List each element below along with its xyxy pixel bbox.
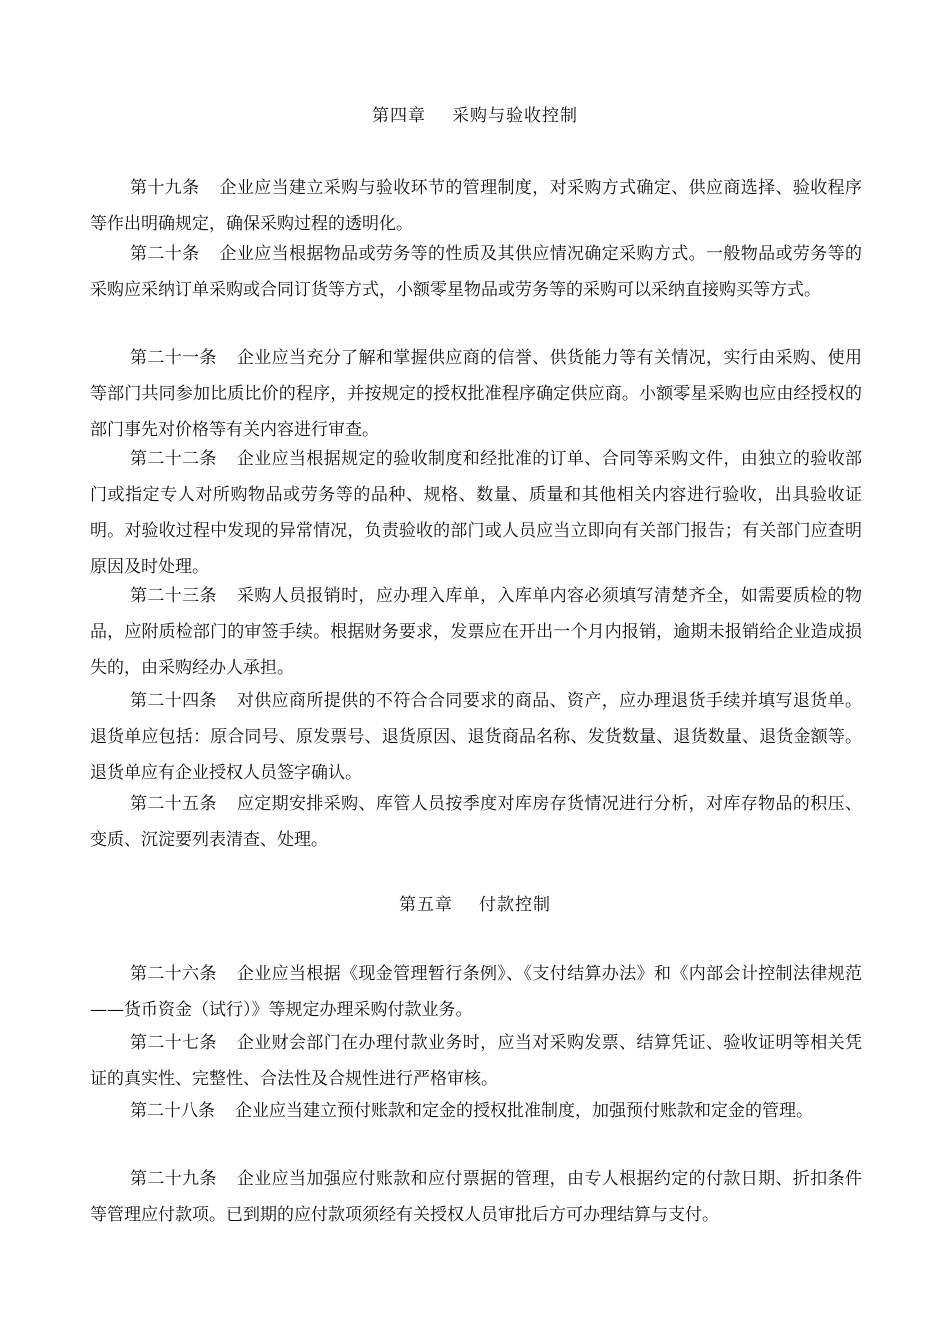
article-text: 企业应当根据规定的验收制度和经批准的订单、合同等采购文件，由独立的验收部门或指定专人对所购物品或劳务等的品种、规格、数量、质量和其他相关内容进行验收，出具验收证明。对验收过程中发现的异常情况，负责验收的部门或人员应当立即向有关部门报告；有关部门应查明原因及时处理。 xyxy=(90,449,862,577)
chapter-title: 采购与验收控制 xyxy=(452,106,578,126)
chapter-heading xyxy=(0,893,950,917)
article-paragraph xyxy=(90,1025,862,1097)
article-paragraph xyxy=(90,683,862,791)
article-text: 采购人员报销时，应办理入库单，入库单内容必须填写清楚齐全，如需要质检的物品，应附质检部门的审签手续。根据财务要求，发票应在开出一个月内报销，逾期未报销给企业造成损失的，由采购经办人承担。 xyxy=(90,586,862,678)
chapter-heading xyxy=(0,104,950,128)
article-text: 应定期安排采购、库管人员按季度对库房存货情况进行分析，对库存物品的积压、变质、沉淀要列表清查、处理。 xyxy=(90,794,862,850)
article-text: 企业财会部门在办理付款业务时，应当对采购发票、结算凭证、验收证明等相关凭证的真实性、完整性、合法性及合规性进行严格审核。 xyxy=(90,1033,862,1089)
article-text: 企业应当建立采购与验收环节的管理制度，对采购方式确定、供应商选择、验收程序等作出明确规定，确保采购过程的透明化。 xyxy=(90,178,862,234)
article-paragraph xyxy=(90,786,862,858)
article-paragraph xyxy=(90,170,862,242)
article-number: 第二十条 xyxy=(130,244,200,264)
article-text: 企业应当根据物品或劳务等的性质及其供应情况确定采购方式。一般物品或劳务等的采购应采纳订单采购或合同订货等方式，小额零星物品或劳务等的采购可以采纳直接购买等方式。 xyxy=(90,244,862,300)
article-text: 企业应当充分了解和掌握供应商的信誉、供货能力等有关情况，实行由采购、使用等部门共同参加比质比价的程序，并按规定的授权批准程序确定供应商。小额零星采购也应由经授权的部门事先对价格等有关内容进行审查。 xyxy=(90,348,862,440)
article-number: 第二十七条 xyxy=(130,1033,217,1053)
article-text: 企业应当根据《现金管理暂行条例》、《支付结算办法》和《内部会计控制法律规范——货币资金（试行）》等规定办理采购付款业务。 xyxy=(90,964,863,1020)
article-number: 第二十六条 xyxy=(130,964,217,984)
article-paragraph xyxy=(90,1161,862,1233)
chapter-number: 第四章 xyxy=(372,106,426,126)
article-number: 第二十五条 xyxy=(130,794,217,814)
article-number: 第二十九条 xyxy=(130,1169,217,1189)
article-paragraph xyxy=(90,1093,862,1129)
article-number: 第二十一条 xyxy=(130,348,217,368)
article-text: 企业应当建立预付账款和定金的授权批准制度，加强预付账款和定金的管理。 xyxy=(235,1101,813,1121)
article-number: 第十九条 xyxy=(130,178,200,198)
article-text: 对供应商所提供的不符合合同要求的商品、资产，应办理退货手续并填写退货单。退货单应包括：原合同号、原发票号、退货原因、退货商品名称、发货数量、退货数量、退货金额等。退货单应有企业授权人员签字确认。 xyxy=(90,691,862,783)
article-paragraph xyxy=(90,236,862,308)
article-paragraph xyxy=(90,441,862,585)
article-number: 第二十三条 xyxy=(130,586,217,606)
article-paragraph xyxy=(90,340,862,448)
article-paragraph xyxy=(90,956,862,1028)
chapter-number: 第五章 xyxy=(399,895,453,915)
article-number: 第二十二条 xyxy=(130,449,217,469)
article-number: 第二十八条 xyxy=(130,1101,215,1121)
article-paragraph xyxy=(90,578,862,686)
article-text: 企业应当加强应付账款和应付票据的管理，由专人根据约定的付款日期、折扣条件等管理应付款项。已到期的应付款项须经有关授权人员审批后方可办理结算与支付。 xyxy=(90,1169,862,1225)
chapter-title: 付款控制 xyxy=(479,895,551,915)
article-number: 第二十四条 xyxy=(130,691,217,711)
